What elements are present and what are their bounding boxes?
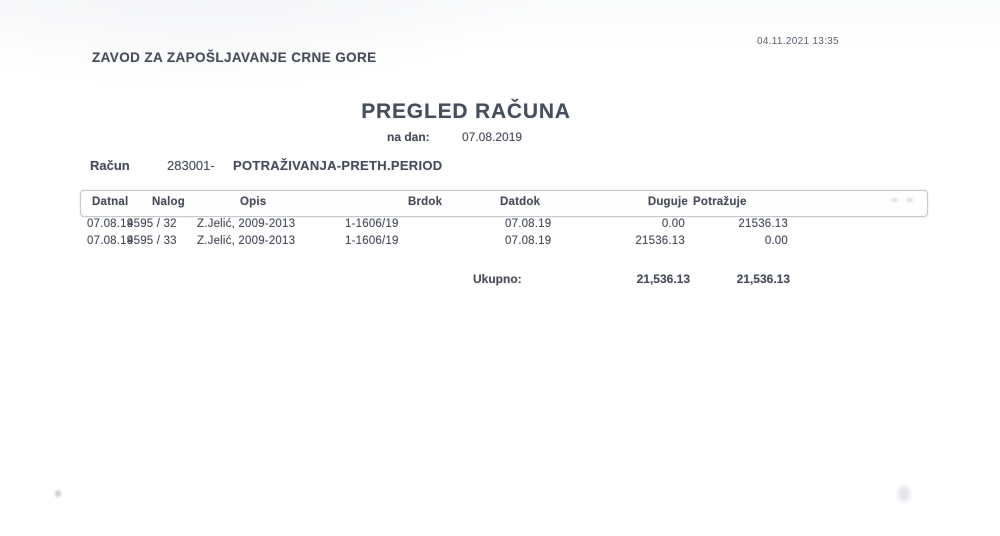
print-timestamp: 04.11.2021 13:35: [757, 36, 839, 47]
cell-opis: Z.Jelić, 2009-2013: [197, 218, 296, 230]
cell-nalog: 4595 / 33: [127, 235, 177, 247]
cell-datnal: 07.08.19: [87, 235, 134, 247]
report-title: PREGLED RAČUNA: [361, 100, 571, 123]
as-of-label: na dan:: [387, 130, 430, 144]
cell-brdok: 1-1606/19: [345, 218, 399, 230]
totals-label: Ukupno:: [473, 272, 522, 286]
account-name: POTRAŽIVANJA-PRETH.PERIOD: [233, 158, 443, 173]
as-of-date: 07.08.2019: [462, 130, 523, 144]
scan-artifact: [898, 486, 910, 502]
totals-duguje: 21,536.13: [636, 272, 690, 286]
col-header-brdok: Brdok: [408, 196, 443, 208]
col-header-datnal: Datnal: [92, 196, 129, 208]
cell-potrazuje: 0.00: [764, 235, 788, 247]
cell-opis: Z.Jelić, 2009-2013: [197, 235, 296, 247]
col-header-nalog: Nalog: [152, 196, 185, 208]
cell-datdok: 07.08.19: [505, 235, 552, 247]
totals-potrazuje: 21,536.13: [736, 272, 790, 286]
account-label: Račun: [90, 158, 130, 173]
organization-name: ZAVOD ZA ZAPOŠLJAVANJE CRNE GORE: [92, 50, 377, 65]
col-header-datdok: Datdok: [500, 196, 541, 208]
cell-duguje: 21536.13: [635, 235, 685, 247]
scan-artifact: [55, 490, 61, 497]
cell-datnal: 07.08.19: [87, 218, 134, 230]
cell-potrazuje: 21536.13: [738, 218, 788, 230]
cell-nalog: 4595 / 32: [127, 218, 177, 230]
col-header-duguje: Duguje: [647, 196, 688, 208]
cell-duguje: 0.00: [661, 218, 685, 230]
cell-datdok: 07.08.19: [505, 218, 552, 230]
cell-brdok: 1-1606/19: [345, 235, 399, 247]
col-header-potrazuje: Potražuje: [693, 196, 747, 208]
account-number: 283001-: [167, 158, 215, 173]
col-header-opis: Opis: [240, 196, 267, 208]
